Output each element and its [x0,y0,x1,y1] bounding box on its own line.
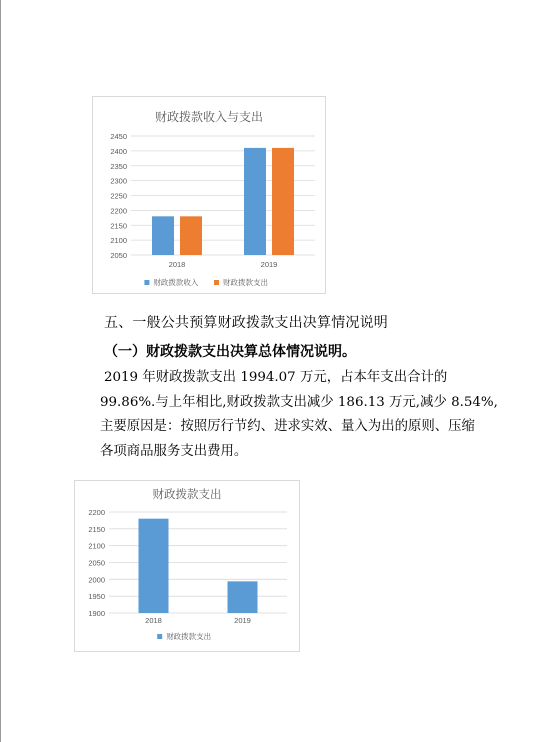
paragraph-line: 2019 年财政拨款支出 1994.07 万元，占本年支出合计的 [104,370,448,385]
chart-title: 财政拨款收入与支出 [154,110,264,124]
y-tick-label: 2450 [110,132,127,141]
bar-2019-2 [272,148,294,255]
bar-2019-1 [228,581,258,613]
paragraph-line: 99.86%.与上年相比,财政拨款支出减少 186.13 万元,减少 8.54%, [100,394,498,410]
legend-swatch [144,280,149,285]
y-tick-label: 2050 [110,251,127,260]
legend-label: 财政拨款支出 [223,278,268,287]
bar-2018-1 [152,216,174,255]
legend-swatch [214,280,219,285]
y-tick-label: 2200 [88,508,105,517]
y-tick-label: 1900 [88,609,105,618]
x-tick-label: 2019 [234,616,251,625]
y-tick-label: 2150 [88,524,105,534]
y-tick-label: 1950 [88,592,105,602]
income-expenditure-chart [92,96,326,294]
y-tick-label: 2300 [110,176,127,186]
x-tick-label: 2019 [260,260,278,269]
y-tick-label: 2350 [110,161,127,171]
chart-1-svg [93,97,325,293]
y-tick-label: 2100 [110,236,127,246]
y-tick-label: 2400 [110,146,127,156]
y-tick-label: 2150 [110,221,127,231]
y-tick-label: 2250 [110,191,127,201]
y-tick-label: 2000 [88,575,105,585]
expenditure-chart [74,480,300,652]
page-left-edge [0,0,1,742]
chart-2-svg [75,481,299,651]
x-tick-label: 2018 [168,260,186,269]
section-heading: 五、一般公共预算财政拨款支出决算情况说明 [104,315,388,331]
bar-2018-2 [180,216,202,255]
y-tick-label: 2050 [88,558,105,568]
chart-title: 财政拨款支出 [152,487,222,501]
y-tick-label: 2100 [88,541,105,551]
paragraph-line: 主要原因是：按照厉行节约、进求实效、量入为出的原则、压缩 [100,419,475,434]
paragraph-line: 各项商品服务支出费用。 [100,443,248,459]
x-tick-label: 2018 [145,616,162,625]
legend-label: 财政拨款支出 [166,632,212,641]
bar-2018-1 [139,519,169,613]
legend-swatch [157,634,162,639]
section-subheading: （一）财政拨款支出决算总体情况说明。 [104,344,356,360]
y-tick-label: 2200 [110,206,127,216]
legend-label: 财政拨款收入 [153,278,199,287]
body-paragraph [100,366,498,464]
bar-2019-1 [244,148,266,255]
